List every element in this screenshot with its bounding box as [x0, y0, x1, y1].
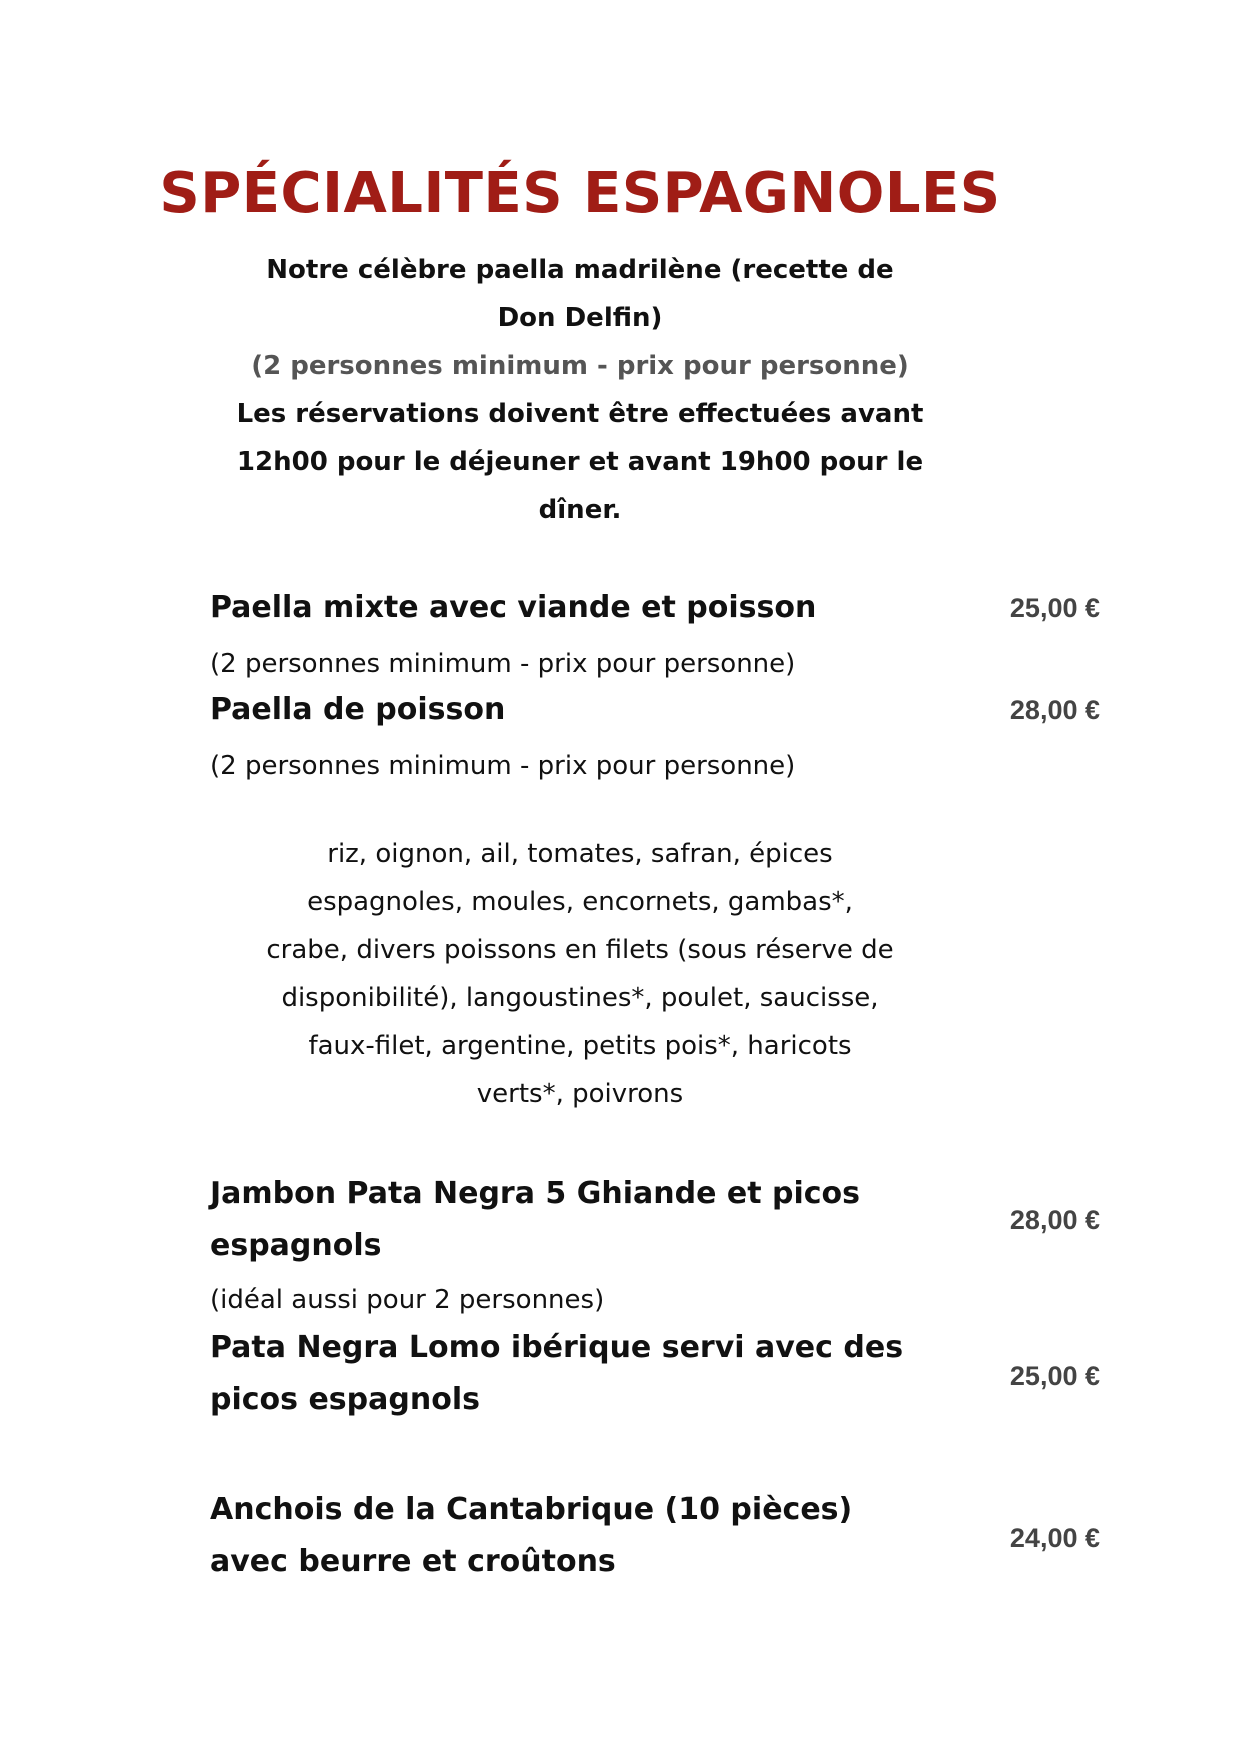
ingredients-line: faux-filet, argentine, petits pois*, haricots	[308, 1031, 852, 1061]
item-price-anchois: 24,00 €	[1009, 1523, 1100, 1553]
intro-line: Les réservations doivent être effectuées avant	[236, 399, 924, 429]
item-name-line: Paella mixte avec viande et poisson	[210, 590, 817, 625]
item-name-line: Jambon Pata Negra 5 Ghiande et picos	[210, 1176, 861, 1211]
item-name-line: picos espagnols	[210, 1382, 480, 1417]
paella-ingredients	[180, 830, 980, 1118]
intro-minimum-note: (2 personnes minimum - prix pour personne)	[251, 351, 909, 381]
ingredients-line: riz, oignon, ail, tomates, safran, épices	[327, 839, 833, 869]
item-price-jambon-pata-negra: 28,00 €	[1009, 1205, 1100, 1235]
item-name-anchois	[210, 1484, 970, 1588]
item-note-paella-mixte: (2 personnes minimum - prix pour personne)	[210, 649, 796, 679]
ingredients-line: verts*, poivrons	[476, 1079, 684, 1109]
item-name-pata-negra-lomo	[210, 1322, 970, 1426]
intro-line: Notre célèbre paella madrilène (recette de	[266, 255, 894, 285]
item-note-paella-poisson: (2 personnes minimum - prix pour personne)	[210, 751, 796, 781]
item-name-line: avec beurre et croûtons	[210, 1544, 616, 1579]
item-price-paella-poisson: 28,00 €	[1009, 695, 1100, 725]
page-title: SPÉCIALITÉS ESPAGNOLES	[159, 161, 1001, 226]
intro-line: Don Delfin)	[497, 303, 663, 333]
item-name-line: Paella de poisson	[210, 692, 506, 727]
item-name-line: espagnols	[210, 1228, 382, 1263]
intro-line: 12h00 pour le déjeuner et avant 19h00 pour le	[236, 447, 924, 477]
item-price-paella-mixte: 25,00 €	[1009, 593, 1100, 623]
paella-intro	[180, 246, 980, 534]
intro-line: dîner.	[538, 495, 622, 525]
item-price-pata-negra-lomo: 25,00 €	[1009, 1361, 1100, 1391]
item-name-line: Pata Negra Lomo ibérique servi avec des	[210, 1330, 904, 1365]
item-name-paella-poisson	[210, 684, 970, 736]
item-name-line: Anchois de la Cantabrique (10 pièces)	[210, 1492, 853, 1527]
item-name-jambon-pata-negra	[210, 1168, 970, 1272]
item-note-jambon-pata-negra: (idéal aussi pour 2 personnes)	[210, 1285, 605, 1315]
item-name-paella-mixte	[210, 582, 970, 634]
ingredients-line: disponibilité), langoustines*, poulet, saucisse,	[281, 983, 879, 1013]
ingredients-line: crabe, divers poissons en filets (sous réserve de	[266, 935, 894, 965]
ingredients-line: espagnoles, moules, encornets, gambas*,	[307, 887, 853, 917]
